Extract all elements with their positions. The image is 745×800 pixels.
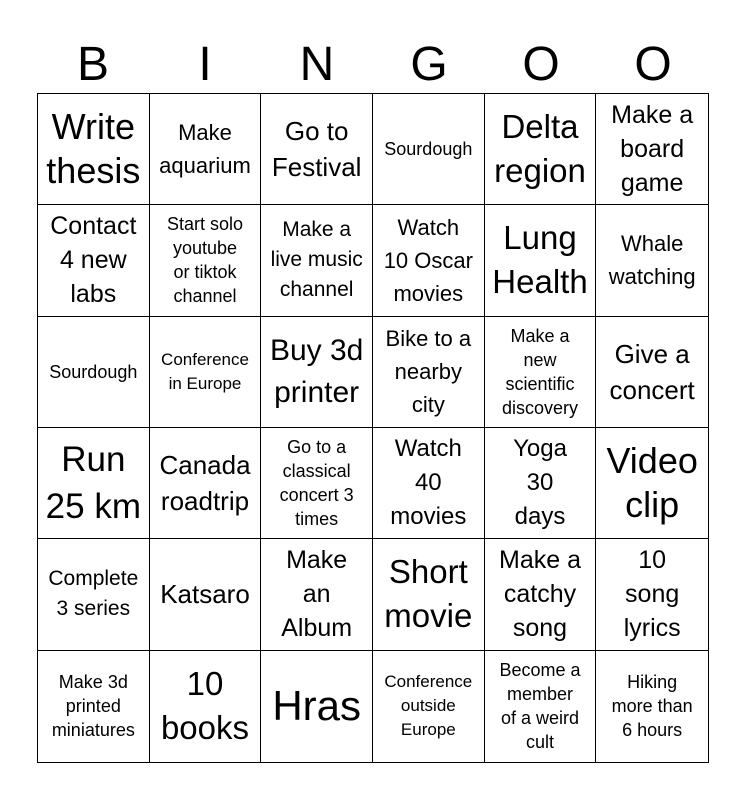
bingo-cell [596,651,708,762]
bingo-cell [596,205,708,316]
cell-text: Hras [272,682,361,730]
header-letter-o-2: O [634,38,672,91]
bingo-cell [485,428,597,539]
cell-text: Sourdough [49,361,138,382]
bingo-cell [38,317,150,428]
bingo-cell [596,317,708,428]
bingo-grid [37,93,709,763]
cell-text: Go to a classical concert 3 times [279,437,354,530]
bingo-cell [261,317,373,428]
bingo-cell [373,94,485,205]
cell-text: Run 25 km [45,440,141,527]
bingo-cell [373,205,485,316]
bingo-cell [38,651,150,762]
cell-text: Video clip [606,440,698,526]
cell-text: Contact 4 new labs [50,212,137,309]
bingo-cell [485,651,597,762]
cell-text: Start solo youtube or tiktok channel [166,214,244,307]
cell-text: Become a member of a weird cult [499,660,581,753]
bingo-cell [373,539,485,650]
header-letter-o: O [522,38,560,91]
cell-text: Write thesis [46,106,141,192]
bingo-cell [261,539,373,650]
bingo-cell [596,539,708,650]
header-letter-i: I [198,38,212,91]
cell-text: Whale watching [608,231,696,290]
cell-text: Complete 3 series [48,567,139,621]
cell-text: Make 3d printed miniatures [51,672,135,741]
cell-text: Make aquarium [159,120,251,179]
cell-text: Watch 10 Oscar movies [383,214,473,306]
bingo-cell [485,94,597,205]
bingo-cell [485,205,597,316]
bingo-cell [38,428,150,539]
bingo-cell [596,94,708,205]
bingo-cell [38,94,150,205]
cell-text: Katsaro [160,579,250,610]
cell-text: 10 books [160,665,250,747]
cell-text: Conference outside Europe [384,672,473,740]
header-letter-b: B [76,38,109,91]
bingo-cell [373,317,485,428]
cell-text: Make a board game [611,101,694,198]
cell-text: Yoga 30 days [513,435,567,531]
cell-text: Make a catchy song [499,546,581,643]
bingo-cell [596,428,708,539]
bingo-cell [261,94,373,205]
cell-text: Make a live music channel [270,218,363,302]
cell-text: Buy 3d printer [269,333,364,409]
cell-text: Short movie [384,553,473,635]
bingo-cell [261,205,373,316]
bingo-cell [373,428,485,539]
bingo-cell [150,205,262,316]
cell-text: 10 song lyrics [623,546,681,643]
cell-text: Sourdough [384,139,473,160]
bingo-cell [150,317,262,428]
header-letter-g: G [410,38,448,91]
cell-text: Go to Festival [271,116,362,183]
cell-text: Make an Album [281,546,353,643]
cell-text: Canada roadtrip [159,450,251,517]
cell-text: Give a concert [609,338,695,405]
bingo-cell [150,539,262,650]
cell-text: Lung Health [492,219,588,301]
cell-text: Conference in Europe [161,349,249,393]
bingo-cell [485,317,597,428]
bingo-cell [150,651,262,762]
cell-text: Hiking more than 6 hours [611,672,693,741]
bingo-cell [261,428,373,539]
bingo-cell [150,94,262,205]
bingo-cell [150,428,262,539]
bingo-header [37,36,709,94]
cell-text: Delta region [494,108,586,190]
cell-text: Bike to a nearby city [385,326,472,418]
bingo-cell [38,205,150,316]
bingo-cell [38,539,150,650]
cell-text: Make a new scientific discovery [501,325,578,418]
bingo-cell [485,539,597,650]
bingo-cell [373,651,485,762]
bingo-cell [261,651,373,762]
cell-text: Watch 40 movies [390,435,467,531]
header-letter-n: N [299,38,335,91]
